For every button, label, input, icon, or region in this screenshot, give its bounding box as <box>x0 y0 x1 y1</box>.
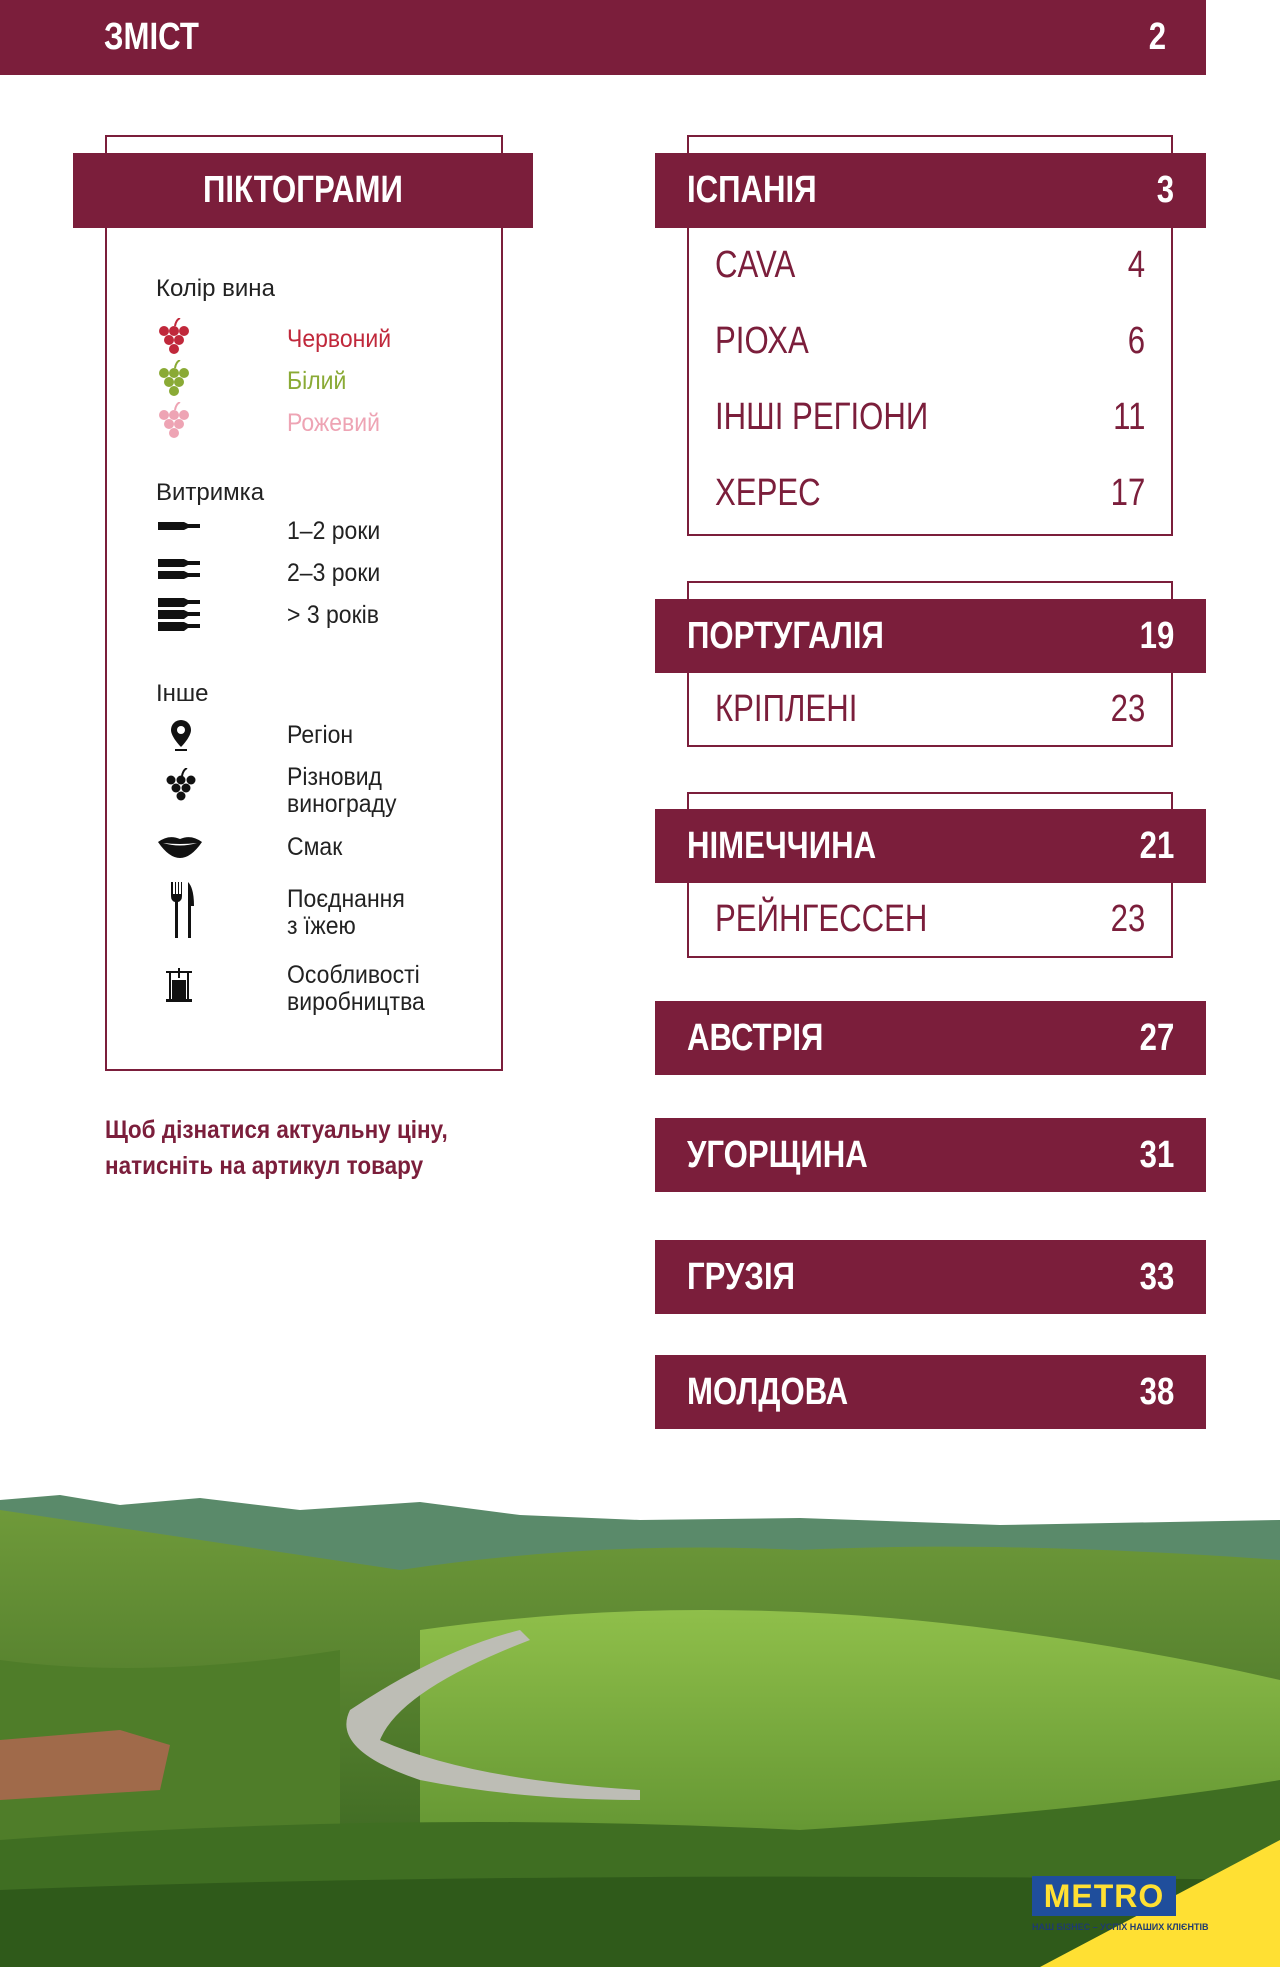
color-red-label: Червоний <box>287 325 392 353</box>
toc-page: 23 <box>1110 688 1145 730</box>
metro-slogan: НАШ БІЗНЕС – УСПІХ НАШИХ КЛІЄНТІВ <box>1032 1922 1209 1932</box>
toc-hungary[interactable] <box>655 1118 1206 1192</box>
toc-item-other-regions[interactable] <box>715 396 1145 439</box>
aging-2-label: 2–3 роки <box>287 559 381 587</box>
toc-item-rheinhessen[interactable] <box>715 898 1145 941</box>
toc-page: 21 <box>1139 824 1174 867</box>
toc-title: УГОРЩИНА <box>687 1133 868 1176</box>
production-label: Особливості виробництва <box>287 961 425 1016</box>
pictogram-title: ПІКТОГРАМИ <box>73 153 533 228</box>
bottle-icon <box>158 520 200 534</box>
toc-title: CAVA <box>715 244 796 286</box>
toc-page: 23 <box>1110 898 1145 940</box>
toc-page: 33 <box>1139 1255 1174 1298</box>
fork-knife-icon <box>170 882 194 938</box>
toc-page: 6 <box>1127 320 1145 362</box>
page-number: 2 <box>1148 16 1166 58</box>
food-pairing-label: Поєднання з їжею <box>287 885 405 940</box>
color-white-label: Білий <box>287 367 347 395</box>
toc-page: 27 <box>1139 1016 1174 1059</box>
grape-icon <box>158 402 190 438</box>
grape-variety-label: Різновид винограду <box>287 763 397 818</box>
lips-icon <box>158 834 202 858</box>
page-title: ЗМІСТ <box>104 16 199 58</box>
toc-title: КРІПЛЕНІ <box>715 688 858 730</box>
aging-3-label: > 3 років <box>287 601 379 629</box>
toc-item-rioja[interactable] <box>715 320 1145 363</box>
location-pin-icon <box>170 720 192 752</box>
toc-moldova[interactable] <box>655 1355 1206 1429</box>
bottles-icon <box>158 558 200 584</box>
toc-item-sherry[interactable] <box>715 472 1145 515</box>
toc-georgia[interactable] <box>655 1240 1206 1314</box>
other-heading: Інше <box>156 680 209 707</box>
toc-title: АВСТРІЯ <box>687 1016 824 1059</box>
toc-spain[interactable] <box>655 153 1206 228</box>
wine-press-icon <box>166 968 192 1002</box>
grape-icon <box>158 318 190 354</box>
toc-item-fortified[interactable] <box>715 688 1145 731</box>
toc-portugal[interactable] <box>655 599 1206 673</box>
wine-color-heading: Колір вина <box>156 275 275 302</box>
toc-page: 17 <box>1110 472 1145 514</box>
toc-page: 38 <box>1139 1370 1174 1413</box>
toc-item-cava[interactable] <box>715 244 1145 287</box>
toc-title: РІОХА <box>715 320 809 362</box>
toc-title: МОЛДОВА <box>687 1370 849 1413</box>
price-note: Щоб дізнатися актуальну ціну, натисніть на артикул товару <box>105 1116 448 1180</box>
toc-page: 4 <box>1127 244 1145 286</box>
toc-title: ХЕРЕС <box>715 472 821 514</box>
toc-page: 31 <box>1139 1133 1174 1176</box>
color-rose-label: Рожевий <box>287 409 380 437</box>
grape-variety-icon <box>166 768 196 802</box>
toc-title: НІМЕЧЧИНА <box>687 824 877 867</box>
bottles-icon <box>158 598 200 634</box>
aging-1-label: 1–2 роки <box>287 517 381 545</box>
toc-title: ГРУЗІЯ <box>687 1255 795 1298</box>
toc-page: 3 <box>1156 169 1174 211</box>
toc-page: 19 <box>1139 614 1174 657</box>
toc-austria[interactable] <box>655 1001 1206 1075</box>
metro-logo: METRO <box>1032 1876 1176 1916</box>
taste-label: Смак <box>287 833 343 861</box>
toc-title: РЕЙНГЕССЕН <box>715 898 928 940</box>
toc-title: ПОРТУГАЛІЯ <box>687 614 884 657</box>
grape-icon <box>158 360 190 396</box>
toc-title: ІСПАНІЯ <box>687 169 817 211</box>
toc-title: ІНШІ РЕГІОНИ <box>715 396 929 438</box>
aging-heading: Витримка <box>156 479 265 506</box>
region-label: Регіон <box>287 721 354 749</box>
toc-page: 11 <box>1112 396 1145 438</box>
page-header <box>0 0 1206 75</box>
toc-germany[interactable] <box>655 809 1206 883</box>
